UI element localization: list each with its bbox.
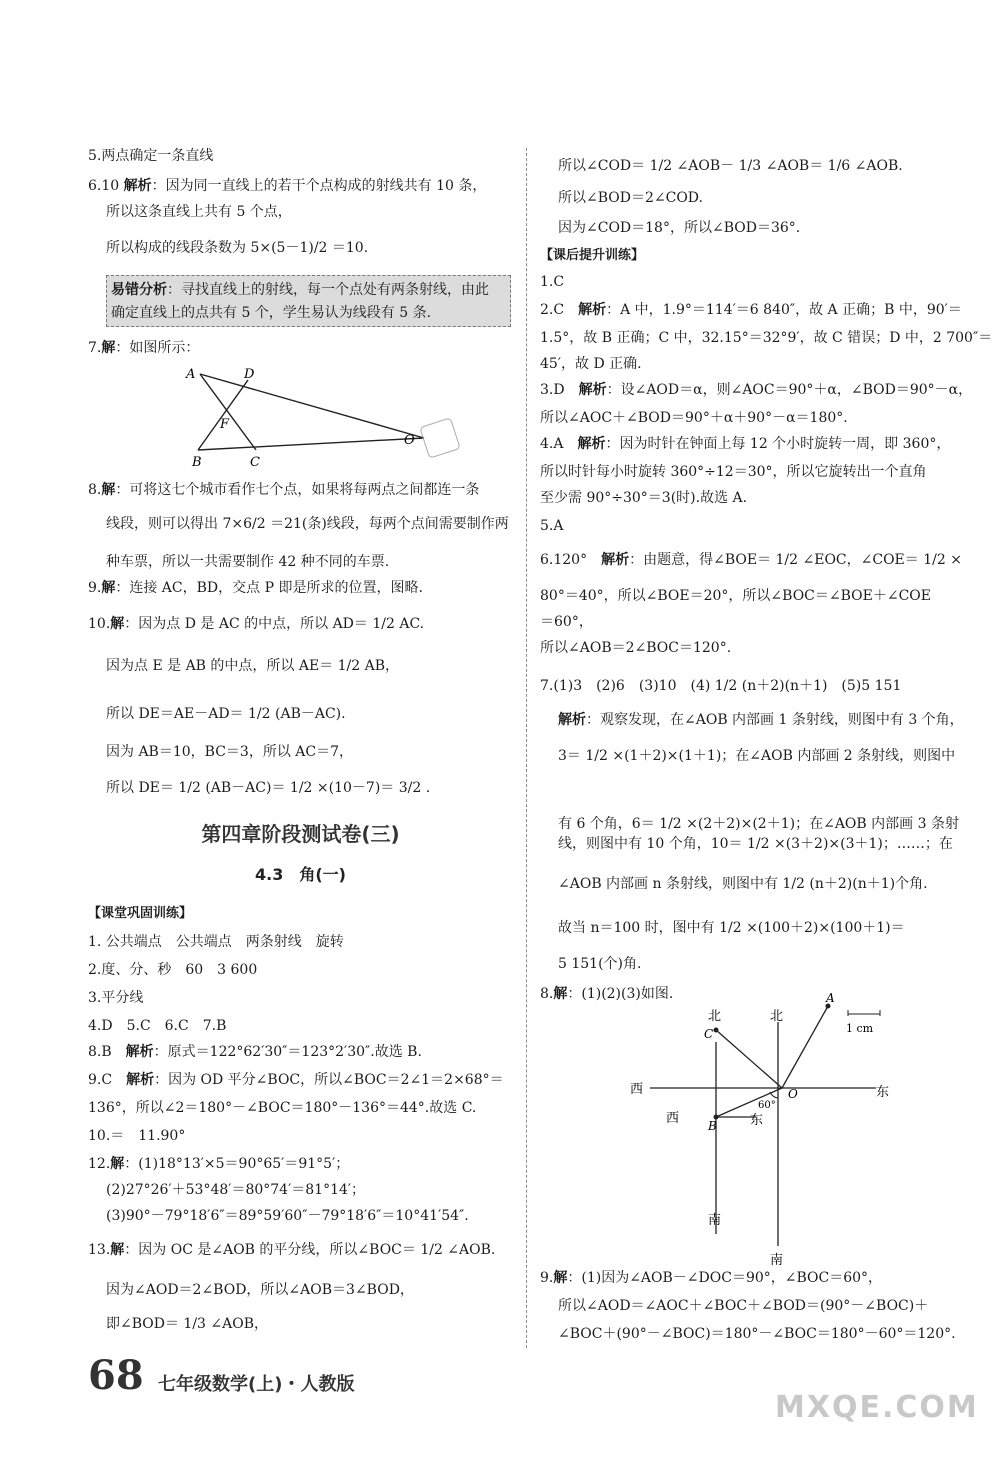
after-7: 7.(1)3 (2)6 (3)10 (4) 1/2 (n＋2)(n＋1) (5)5 151 — [540, 678, 902, 694]
label-C: C — [250, 455, 260, 470]
after-9-line2: 所以∠AOD＝∠AOC＋∠BOC＋∠BOD＝(90°－∠BOC)＋ — [558, 1298, 929, 1314]
practice-12: 12.解：(1)18°13′×5＝90°65′＝91°5′； — [88, 1156, 350, 1172]
label-D: D — [244, 367, 255, 382]
answer-10-line2: 因为点 E 是 AB 的中点，所以 AE＝ 1/2 AB， — [106, 658, 400, 674]
practice-13: 13.解：因为 OC 是∠AOB 的平分线，所以∠BOC＝ 1/2 ∠AOB. — [88, 1242, 496, 1258]
label-F: F — [220, 417, 230, 432]
answer-8: 8.解：可将这七个城市看作七个点，如果将每两点之间都连一条 — [88, 482, 480, 498]
cont-line3: 因为∠COD＝18°，所以∠BOD＝36°. — [558, 220, 801, 236]
practice-12-line2: (2)27°26′＋53°48′＝80°74′＝81°14′； — [106, 1182, 366, 1198]
north-label: 北 — [770, 1009, 784, 1024]
cont-line1: 所以∠COD＝ 1/2 ∠AOB－ 1/3 ∠AOB＝ 1/6 ∠AOB. — [558, 158, 903, 174]
label-O: O — [404, 433, 415, 448]
practice-12-line3: (3)90°－79°18′6″＝89°59′60″－79°18′6″＝10°41′54″. — [106, 1208, 469, 1224]
answer-6: 6.10 解析：因为同一直线上的若干个点构成的射线共有 10 条， — [88, 178, 487, 194]
point-A: A — [826, 991, 835, 1005]
west-label-2: 西 — [666, 1111, 680, 1126]
practice-8: 8.B 解析：原式＝122°62′30″＝123°2′30″.故选 B. — [88, 1044, 422, 1060]
figure-compass-directions — [630, 991, 900, 1268]
answer-10-line3: 所以 DE＝AE－AD＝ 1/2 (AB－AC). — [106, 706, 346, 722]
answer-6-line2: 所以这条直线上共有 5 个点， — [106, 204, 292, 220]
after-9: 9.解：(1)因为∠AOB－∠DOC＝90°，∠BOC＝60°， — [540, 1270, 883, 1286]
watermark: MXQE.COM — [775, 1390, 979, 1425]
practice-3: 3.平分线 — [88, 990, 144, 1006]
page-number: 68 — [88, 1352, 144, 1399]
after-1: 1.C — [540, 274, 565, 290]
point-O: O — [788, 1087, 798, 1101]
practice-2: 2.度、分、秒 60 3 600 — [88, 962, 258, 978]
answer-5: 5.两点确定一条直线 — [88, 148, 214, 164]
answer-10-line4: 因为 AB＝10，BC＝3，所以 AC＝7， — [106, 744, 354, 760]
after-3-line2: 所以∠AOC＋∠BOD＝90°＋α＋90°－α＝180°. — [540, 410, 848, 426]
answer-10-line5: 所以 DE＝ 1/2 (AB－AC)＝ 1/2 ×(10－7)＝ 3/2 . — [106, 780, 431, 796]
practice-1: 1. 公共端点 公共端点 两条射线 旋转 — [88, 934, 344, 950]
stamp-mark — [420, 418, 460, 458]
after-7-line3: 有 6 个角，6＝ 1/2 ×(2＋2)×(2＋1)；在∠AOB 内部画 3 条射 — [558, 816, 959, 832]
after-6-line4: 所以∠AOB＝2∠BOC＝120°. — [540, 640, 732, 656]
after-3: 3.D 解析：设∠AOD＝α，则∠AOC＝90°＋α，∠BOD＝90°－α， — [540, 382, 973, 398]
practice-13-line2: 因为∠AOD＝2∠BOD，所以∠AOB＝3∠BOD， — [106, 1282, 414, 1298]
after-2: 2.C 解析：A 中，1.9°＝114′＝6 840″，故 A 正确；B 中，90′＝ — [540, 302, 962, 318]
after-6-line2: 80°＝40°，所以∠BOE＝20°，所以∠BOC＝∠BOE＋∠COE — [540, 588, 932, 604]
scale-label: 1 cm — [846, 1022, 874, 1035]
error-analysis-box — [106, 275, 511, 327]
after-7-line6: 故当 n＝100 时，图中有 1/2 ×(100＋2)×(100＋1)＝ — [558, 920, 905, 936]
west-label: 西 — [630, 1082, 644, 1097]
after-7-line7: 5 151(个)角. — [558, 956, 642, 972]
error-analysis-line1: 易错分析：寻找直线上的射线，每一个点处有两条射线，由此 — [111, 282, 489, 298]
practice-13-line3: 即∠BOD＝ 1/3 ∠AOB， — [106, 1316, 269, 1332]
after-2-line2: 1.5°，故 B 正确；C 中，32.15°＝32°9′，故 C 错误；D 中，2 700″＝ — [540, 330, 993, 346]
south-label: 南 — [770, 1253, 784, 1268]
after-9-line3: ∠BOC＋(90°－∠BOC)＝180°－∠BOC＝180°－60°＝120°. — [558, 1326, 956, 1342]
answer-8-line2: 线段，则可以得出 7×6/2 ＝21(条)线段，每两个点间需要制作两 — [106, 516, 509, 532]
book-title: 七年级数学(上)・人教版 — [158, 1374, 355, 1395]
south-label-2: 南 — [708, 1213, 722, 1228]
after-8: 8.解：(1)(2)(3)如图. — [540, 986, 674, 1002]
after-6-line3: ＝60°， — [540, 614, 593, 630]
after-4-line3: 至少需 90°÷30°＝3(时).故选 A. — [540, 490, 748, 506]
cont-line2: 所以∠BOD＝2∠COD. — [558, 190, 703, 206]
north-label-2: 北 — [708, 1009, 722, 1024]
point-C: C — [704, 1027, 714, 1041]
practice-9-line2: 136°，所以∠2＝180°－∠BOC＝180°－136°＝44°.故选 C. — [88, 1100, 477, 1116]
section-title: 4.3 角(一) — [255, 865, 346, 884]
practice-4-7: 4.D 5.C 6.C 7.B — [88, 1018, 227, 1034]
chapter-title: 第四章阶段测试卷(三) — [201, 822, 400, 846]
after-7-analysis: 解析：观察发现，在∠AOB 内部画 1 条射线，则图中有 3 个角， — [558, 712, 964, 728]
east-label-2: 东 — [750, 1113, 764, 1128]
answer-6-line3: 所以构成的线段条数为 5×(5－1)/2 ＝10. — [106, 240, 369, 256]
tag-after-class: 【课后提升训练】 — [540, 248, 645, 263]
after-2-line3: 45′，故 D 正确. — [540, 356, 642, 372]
angle-label: 60° — [758, 1100, 776, 1111]
tag-classroom-practice: 【课堂巩固训练】 — [88, 906, 193, 921]
answer-9: 9.解：连接 AC，BD，交点 P 即是所求的位置，图略. — [88, 580, 423, 596]
answer-8-line3: 种车票，所以一共需要制作 42 种不同的车票. — [106, 554, 390, 570]
east-label: 东 — [876, 1085, 890, 1100]
after-5: 5.A — [540, 518, 564, 534]
error-analysis-line2: 确定直线上的点共有 5 个，学生易认为线段有 5 条. — [111, 305, 432, 321]
after-4: 4.A 解析：因为时针在钟面上每 12 个小时旋转一周，即 360°， — [540, 436, 951, 452]
answer-10: 10.解：因为点 D 是 AC 的中点，所以 AD＝ 1/2 AC. — [88, 616, 425, 632]
after-4-line2: 所以时针每小时旋转 360°÷12＝30°，所以它旋转出一个直角 — [540, 464, 927, 480]
practice-9: 9.C 解析：因为 OD 平分∠BOC，所以∠BOC＝2∠1＝2×68°＝ — [88, 1072, 504, 1088]
after-7-line5: ∠AOB 内部画 n 条射线，则图中有 1/2 (n＋2)(n＋1)个角. — [558, 876, 928, 892]
after-7-line2: 3＝ 1/2 ×(1＋2)×(1＋1)；在∠AOB 内部画 2 条射线，则图中 — [558, 748, 956, 764]
after-6: 6.120° 解析：由题意，得∠BOE＝ 1/2 ∠EOC，∠COE＝ 1/2 × — [540, 552, 962, 568]
label-A: A — [186, 367, 196, 382]
practice-10-11: 10.＝ 11.90° — [88, 1128, 186, 1144]
point-B: B — [708, 1119, 717, 1133]
answer-7: 7.解：如图所示： — [88, 340, 200, 356]
label-B: B — [192, 455, 202, 470]
after-7-line4: 线，则图中有 10 个角，10＝ 1/2 ×(3＋2)×(3＋1)；……；在 — [558, 836, 953, 852]
figure-triangle-lines — [178, 366, 478, 476]
column-divider — [526, 148, 527, 1348]
